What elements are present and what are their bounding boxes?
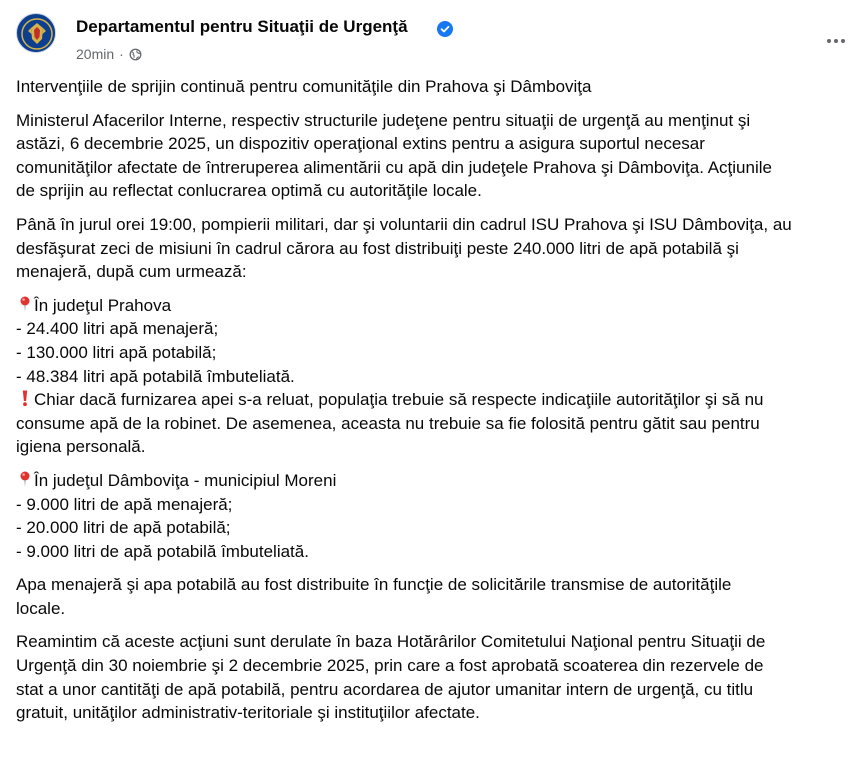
prahova-section bbox=[16, 294, 855, 459]
section-heading bbox=[16, 294, 855, 318]
text-line: Apa menajeră şi apa potabilă au fost distribuite în funcţie de solicitările transmise de autorităţile bbox=[16, 575, 732, 595]
warning-text: Chiar dacă furnizarea apei s-a reluat, populaţia trebuie să respecte indicaţiile autorităţilor şi să nu bbox=[34, 390, 764, 410]
post-header bbox=[0, 0, 855, 74]
text-line: comunităţilor afectate de întreruperea alimentării cu apă din judeţele Prahova şi Dâmboviţa. Acţiunile bbox=[16, 157, 772, 177]
post-body bbox=[16, 75, 855, 735]
dambovita-section bbox=[16, 469, 855, 563]
globe-icon[interactable] bbox=[129, 48, 142, 61]
summary-paragraph bbox=[16, 213, 855, 284]
more-options-button[interactable] bbox=[820, 22, 855, 58]
text-line: Reamintim că aceste acţiuni sunt derulate în baza Hotărârilor Comitetului Naţional pentru Situaţii de bbox=[16, 632, 766, 652]
dambovita-heading: În judeţul Dâmboviţa - municipiul Moreni bbox=[34, 470, 337, 490]
verified-badge-icon bbox=[437, 21, 453, 37]
list-item: - 9.000 litri de apă menajeră; bbox=[16, 494, 233, 514]
list-item: - 20.000 litri de apă potabilă; bbox=[16, 518, 231, 538]
list-item: - 9.000 litri de apă potabilă îmbuteliată. bbox=[16, 541, 309, 561]
warning-line: igiena personală. bbox=[16, 437, 146, 457]
post-meta bbox=[76, 46, 142, 62]
section-heading bbox=[16, 469, 855, 493]
timestamp[interactable]: 20min bbox=[76, 46, 115, 62]
list-item: - 24.400 litri apă menajeră; bbox=[16, 319, 219, 339]
warning-line: consume apă de la robinet. De asemenea, aceasta nu trebuie sa fie folosită pentru gătit sau pentru bbox=[16, 413, 760, 433]
prahova-heading: În judeţul Prahova bbox=[34, 295, 172, 315]
list-item: - 130.000 litri apă potabilă; bbox=[16, 342, 217, 362]
text-line: Urgenţă din 30 noiembrie şi 2 decembrie 2025, prin care a fost aprobată scoaterea din rezervele de bbox=[16, 656, 764, 676]
text-line: locale. bbox=[16, 598, 66, 618]
more-dot bbox=[841, 39, 845, 43]
text-line: desfăşurat zeci de misiuni în cadrul cărora au fost distribuiţi peste 240.000 litri de apă potabilă şi bbox=[16, 238, 739, 258]
reminder-paragraph bbox=[16, 630, 855, 724]
text-line: de sprijin au reflectat conlucrarea optimă cu autorităţile locale. bbox=[16, 181, 482, 201]
text-line: Până în jurul orei 19:00, pompierii militari, dar şi voluntarii din cadrul ISU Prahova şi ISU Dâmboviţa, au bbox=[16, 214, 792, 234]
text-line: stat a unor cantităţi de apă potabilă, pentru acordarea de ajutor umanitar intern de urgenţă, cu titlu bbox=[16, 679, 754, 699]
round-pushpin-icon bbox=[16, 295, 34, 313]
text-line: menajeră, după cum urmează: bbox=[16, 262, 247, 282]
meta-separator: · bbox=[119, 46, 124, 62]
coat-of-arms-icon bbox=[17, 14, 56, 53]
warning-line bbox=[16, 388, 855, 412]
more-dot bbox=[827, 39, 831, 43]
exclamation-mark-icon bbox=[16, 389, 34, 407]
page-name[interactable]: Departamentul pentru Situaţii de Urgenţă bbox=[76, 17, 408, 36]
list-item: - 48.384 litri apă potabilă îmbuteliată. bbox=[16, 366, 295, 386]
distribution-paragraph bbox=[16, 573, 855, 620]
intro-paragraph bbox=[16, 109, 855, 203]
post-title: Intervenţiile de sprijin continuă pentru comunităţile din Prahova şi Dâmboviţa bbox=[16, 77, 592, 96]
text-line: gratuit, unităţilor administrativ-teritoriale şi instituţiilor afectate. bbox=[16, 703, 480, 723]
round-pushpin-icon bbox=[16, 470, 34, 488]
text-line: astăzi, 6 decembrie 2025, un dispozitiv operaţional extins pentru a asigura suportul necesar bbox=[16, 134, 705, 154]
text-line: Ministerul Afacerilor Interne, respectiv structurile judeţene pentru situaţii de urgenţă au menţinut şi bbox=[16, 110, 751, 130]
more-dot bbox=[834, 39, 838, 43]
page-avatar[interactable] bbox=[16, 13, 56, 53]
